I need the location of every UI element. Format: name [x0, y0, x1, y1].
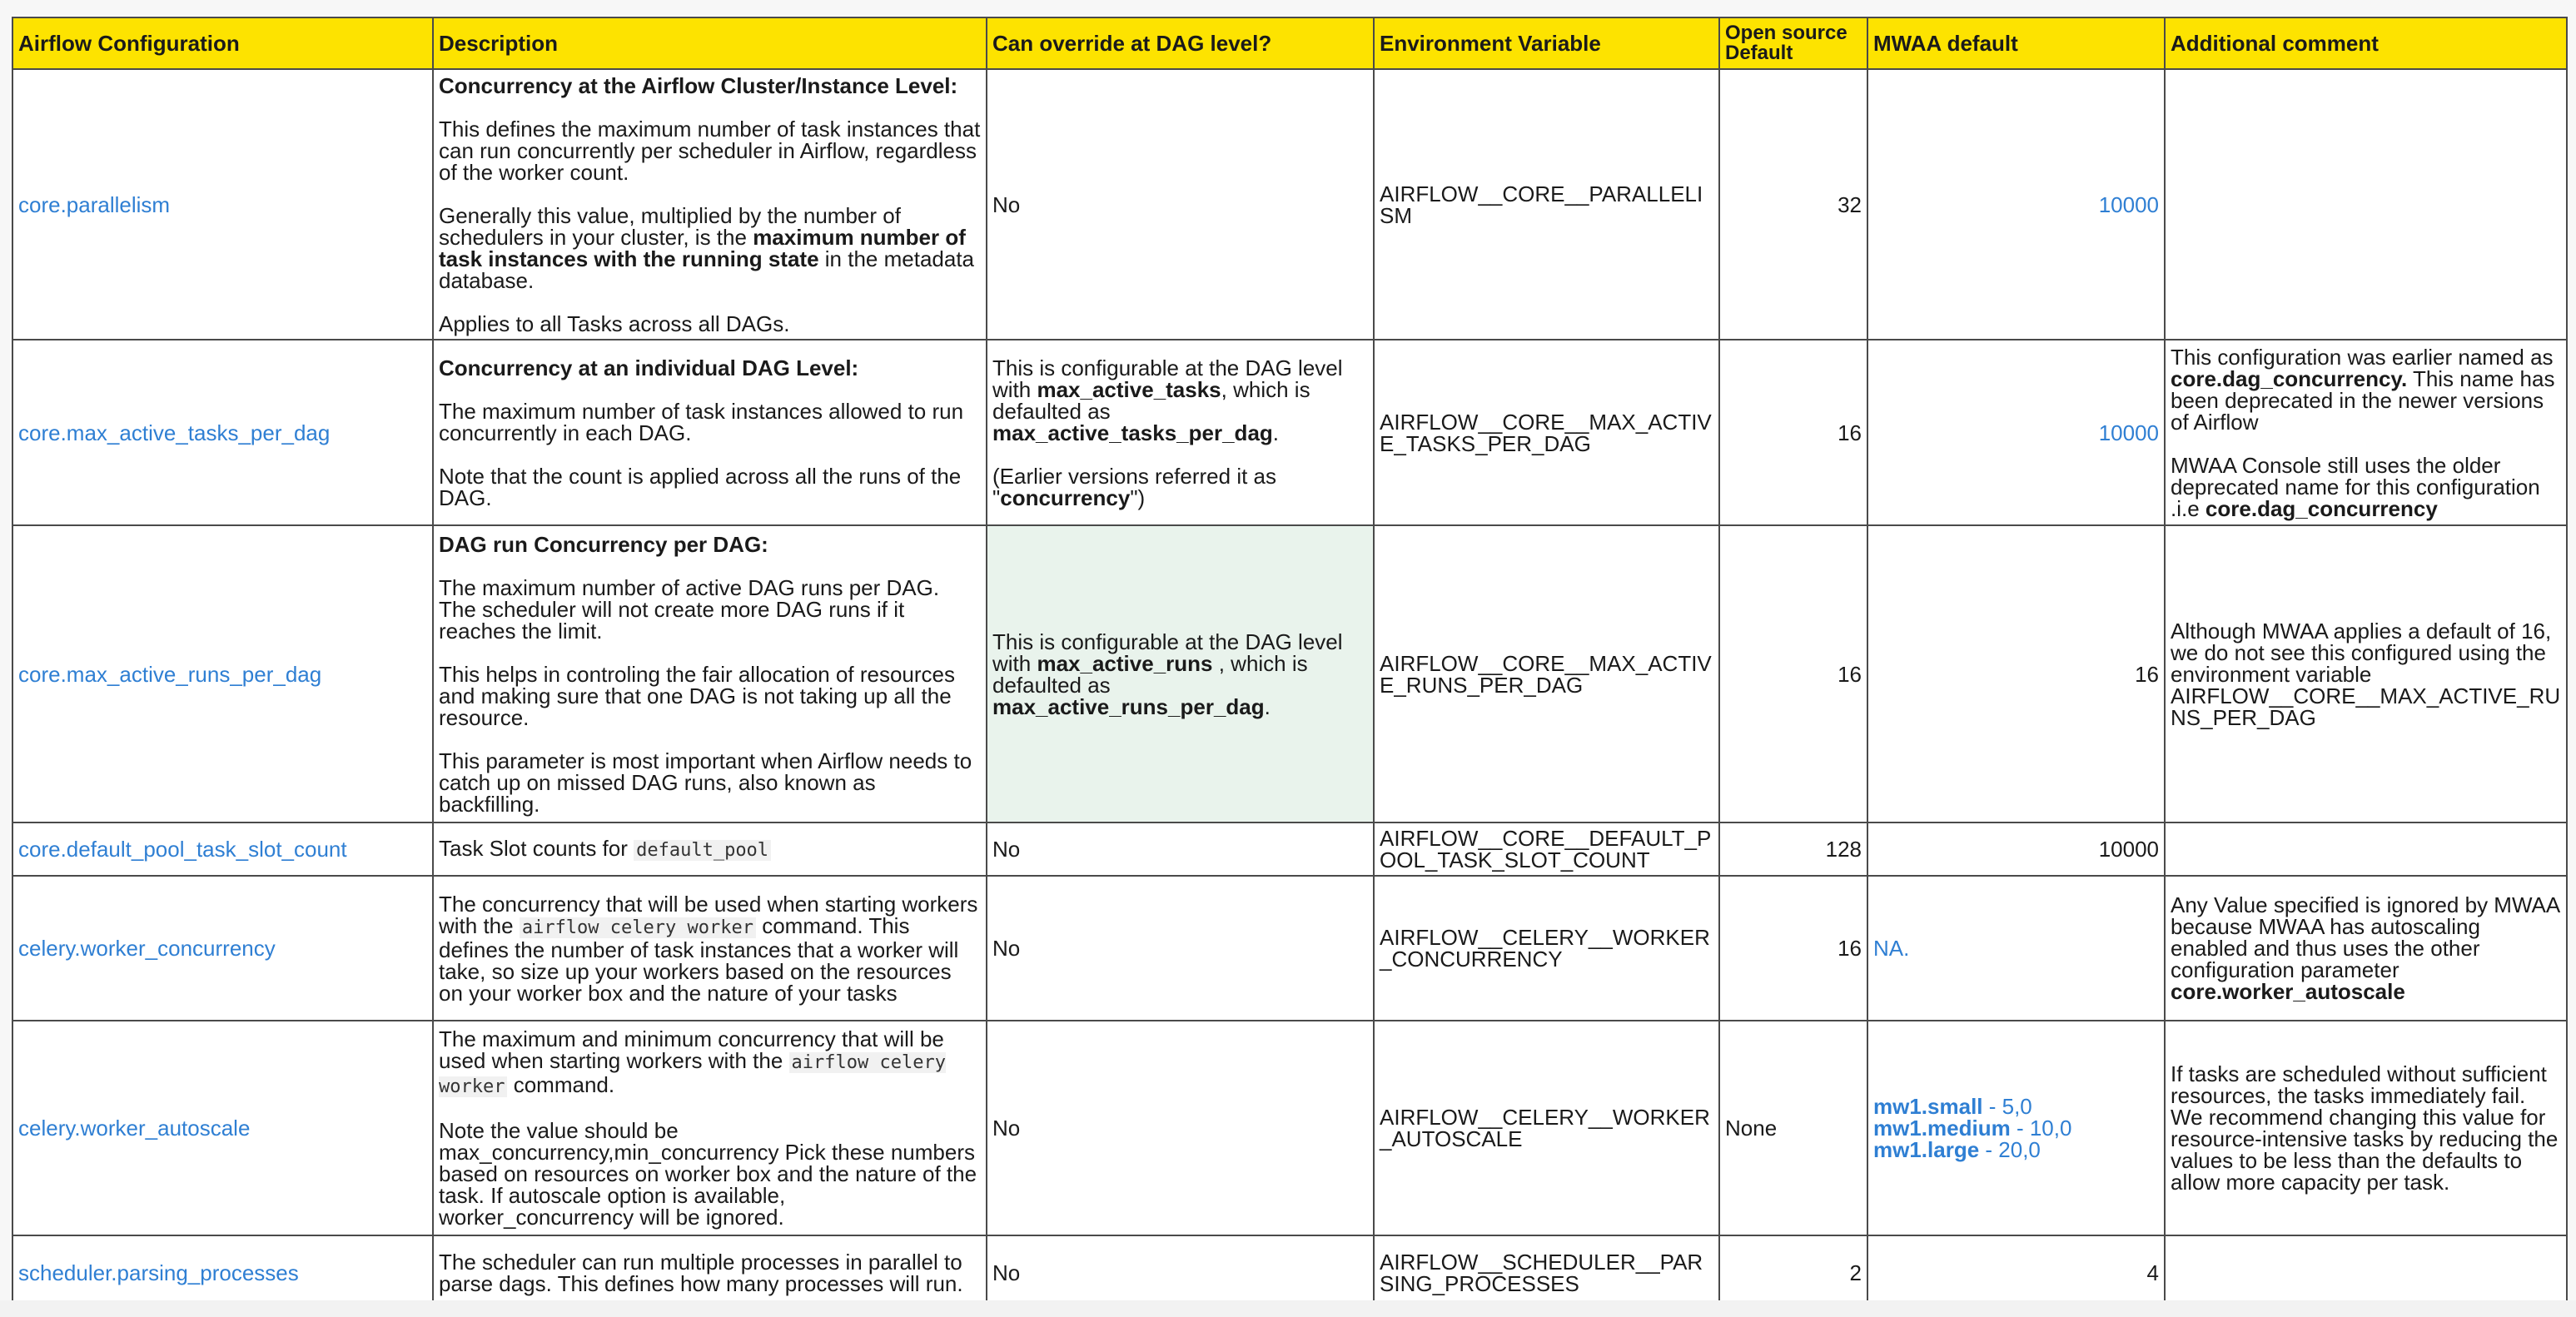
description-cell[interactable] — [433, 69, 987, 340]
description-bold: maximum number of task instances with the running state — [439, 224, 966, 271]
table-row — [12, 1021, 2567, 1235]
mwaa-size-value: - 5,0 — [1982, 1094, 2032, 1119]
description-text: Generally this value, multiplied by the number of schedulers in your cluster, is the — [439, 202, 901, 250]
envvar-cell[interactable]: AIRFLOW__CORE__DEFAULT_POOL_TASK_SLOT_COUNT — [1374, 823, 1719, 876]
description-paragraph — [439, 202, 981, 293]
description-paragraph: Applies to all Tasks across all DAGs. — [439, 311, 790, 336]
sheet-bottom-margin — [0, 1300, 2576, 1317]
header-row — [12, 17, 2567, 69]
override-cell[interactable]: No — [987, 1235, 1374, 1310]
description-cell[interactable] — [433, 876, 987, 1021]
envvar-cell[interactable]: AIRFLOW__CORE__PARALLELISM — [1374, 69, 1719, 340]
comment-bold: core.dag_concurrency — [2205, 495, 2438, 521]
override-cell-selected[interactable] — [987, 525, 1374, 823]
description-paragraph: This parameter is most important when Airflow needs to catch up on missed DAG runs, also known as backfilling. — [439, 748, 972, 817]
envvar-cell[interactable]: AIRFLOW__CELERY__WORKER_CONCURRENCY — [1374, 876, 1719, 1021]
override-bold: max_active_runs — [1037, 650, 1213, 676]
header-config: Airflow Configuration — [12, 17, 433, 69]
description-cell[interactable]: The scheduler can run multiple processes in parallel to parse dags. This defines how many processes will run. — [433, 1235, 987, 1310]
comment-bold: core.worker_autoscale — [2171, 979, 2405, 1004]
header-description: Description — [433, 17, 987, 69]
oss-default-cell[interactable]: 16 — [1719, 876, 1867, 1021]
mwaa-default-cell[interactable]: NA. — [1867, 876, 2165, 1021]
mwaa-size-name: mw1.medium — [1873, 1116, 2011, 1141]
override-cell[interactable]: No — [987, 69, 1374, 340]
override-text: This is configurable at the DAG level with — [992, 629, 1343, 676]
airflow-config-table — [12, 17, 2568, 1310]
table-row — [12, 525, 2567, 823]
description-cell[interactable] — [433, 525, 987, 823]
oss-default-cell[interactable]: 2 — [1719, 1235, 1867, 1310]
config-name-cell[interactable]: core.max_active_runs_per_dag — [12, 525, 433, 823]
description-text: The concurrency that will be used when starting workers with the — [439, 891, 978, 938]
override-text: . — [1264, 693, 1271, 719]
override-bold: concurrency — [1000, 485, 1131, 510]
header-mwaa-default: MWAA default — [1867, 17, 2165, 69]
comment-cell[interactable] — [2165, 876, 2567, 1021]
header-oss-default — [1719, 17, 1867, 69]
description-text: command. This defines the number of task instances that a worker will take, so size up your workers based on the resources on your worker box and the nature of your tasks — [439, 912, 959, 1006]
override-cell[interactable] — [987, 340, 1374, 525]
description-paragraph: The maximum number of active DAG runs per DAG. The scheduler will not create more DAG runs if it reaches the limit. — [439, 574, 940, 644]
comment-text: MWAA Console still uses the older deprecated name for this configuration .i.e — [2171, 452, 2540, 521]
description-title: DAG run Concurrency per DAG: — [439, 531, 768, 557]
comment-text: Any Value specified is ignored by MWAA because MWAA has autoscaling enabled and thus uses the other configuration parameter — [2171, 892, 2559, 982]
description-paragraph: The maximum number of task instances allowed to run concurrently in each DAG. — [439, 398, 964, 445]
override-bold: max_active_tasks_per_dag — [992, 420, 1273, 445]
table-row — [12, 69, 2567, 340]
table-row — [12, 876, 2567, 1021]
comment-cell[interactable] — [2165, 69, 2567, 340]
description-code: default_pool — [634, 840, 771, 861]
table-row — [12, 1235, 2567, 1310]
description-text: Task Slot counts for — [439, 835, 634, 861]
config-name-cell[interactable]: celery.worker_concurrency — [12, 876, 433, 1021]
description-text: command. — [507, 1072, 615, 1097]
config-name-cell[interactable]: core.max_active_tasks_per_dag — [12, 340, 433, 525]
override-cell[interactable]: No — [987, 876, 1374, 1021]
override-cell[interactable]: No — [987, 1021, 1374, 1235]
config-name-cell[interactable]: core.parallelism — [12, 69, 433, 340]
comment-cell[interactable] — [2165, 340, 2567, 525]
description-paragraph: Note the value should be max_concurrency,min_concurrency Pick these numbers based on resources on worker box and the nature of the task. If autoscale option is available, worker_concurrency will be ignored. — [439, 1118, 977, 1230]
config-name-cell[interactable]: core.default_pool_task_slot_count — [12, 823, 433, 876]
description-title: Concurrency at the Airflow Cluster/Instance Level: — [439, 72, 958, 98]
mwaa-default-cell[interactable] — [1867, 1021, 2165, 1235]
header-comment: Additional comment — [2165, 17, 2567, 69]
override-text: , which is defaulted as — [992, 376, 1310, 424]
oss-default-cell[interactable]: 128 — [1719, 823, 1867, 876]
table-row — [12, 823, 2567, 876]
mwaa-size-value: - 20,0 — [1979, 1137, 2041, 1162]
table-row — [12, 340, 2567, 525]
comment-cell[interactable] — [2165, 823, 2567, 876]
description-text: The maximum and minimum concurrency that will be used when starting workers with the — [439, 1026, 944, 1073]
comment-text: This configuration was earlier named as — [2171, 344, 2554, 370]
override-text: ") — [1130, 485, 1146, 510]
override-cell[interactable]: No — [987, 823, 1374, 876]
description-paragraph: This defines the maximum number of task instances that can run concurrently per scheduler in Airflow, regardless of the worker count. — [439, 116, 981, 185]
comment-text: This name has been deprecated in the newer versions of Airflow — [2171, 365, 2555, 435]
mwaa-size-line — [1873, 1139, 2159, 1160]
mwaa-size-value: - 10,0 — [2010, 1116, 2072, 1141]
header-envvar: Environment Variable — [1374, 17, 1719, 69]
config-name-cell[interactable]: celery.worker_autoscale — [12, 1021, 433, 1235]
oss-default-cell[interactable]: None — [1719, 1021, 1867, 1235]
comment-bold: core.dag_concurrency. — [2171, 365, 2408, 391]
envvar-cell[interactable]: AIRFLOW__CORE__MAX_ACTIVE_RUNS_PER_DAG — [1374, 525, 1719, 823]
description-cell[interactable] — [433, 1021, 987, 1235]
override-bold: max_active_tasks — [1037, 376, 1221, 402]
comment-cell[interactable]: Although MWAA applies a default of 16, we do not see this configured using the environment variable AIRFLOW__CORE__MAX_ACTIVE_RUNS_PER_DAG — [2165, 525, 2567, 823]
oss-default-cell[interactable]: 32 — [1719, 69, 1867, 340]
mwaa-default-cell[interactable]: 16 — [1867, 525, 2165, 823]
oss-default-cell[interactable]: 16 — [1719, 340, 1867, 525]
mwaa-size-name: mw1.large — [1873, 1137, 1980, 1162]
envvar-cell[interactable]: AIRFLOW__CORE__MAX_ACTIVE_TASKS_PER_DAG — [1374, 340, 1719, 525]
override-text: (Earlier versions referred it as " — [992, 463, 1276, 510]
description-text: in the metadata database. — [439, 246, 975, 293]
header-override: Can override at DAG level? — [987, 17, 1374, 69]
config-name-cell[interactable]: scheduler.parsing_processes — [12, 1235, 433, 1310]
mwaa-default-cell[interactable]: 10000 — [1867, 823, 2165, 876]
description-code: airflow celery worker — [520, 917, 756, 938]
description-code: airflow celery worker — [439, 1052, 946, 1097]
mwaa-size-line — [1873, 1096, 2159, 1117]
mwaa-default-cell[interactable]: 10000 — [1867, 69, 2165, 340]
override-text: . — [1272, 420, 1280, 445]
mwaa-size-name: mw1.small — [1873, 1094, 1983, 1119]
header-oss-default-line2: Default — [1725, 42, 1793, 64]
override-text: This is configurable at the DAG level with — [992, 355, 1343, 402]
mwaa-default-cell[interactable]: 10000 — [1867, 340, 2165, 525]
override-text: , which is defaulted as — [992, 650, 1308, 698]
comment-cell[interactable] — [2165, 1235, 2567, 1310]
header-oss-default-line1: Open source — [1725, 22, 1847, 44]
envvar-cell[interactable]: AIRFLOW__SCHEDULER__PARSING_PROCESSES — [1374, 1235, 1719, 1310]
description-cell[interactable] — [433, 340, 987, 525]
override-bold: max_active_runs_per_dag — [992, 693, 1265, 719]
description-cell[interactable] — [433, 823, 987, 876]
mwaa-size-line — [1873, 1117, 2159, 1139]
description-paragraph: This helps in controling the fair allocation of resources and making sure that one DAG is not taking up all the resource. — [439, 661, 955, 730]
mwaa-default-cell[interactable]: 4 — [1867, 1235, 2165, 1310]
envvar-cell[interactable]: AIRFLOW__CELERY__WORKER_AUTOSCALE — [1374, 1021, 1719, 1235]
description-title: Concurrency at an individual DAG Level: — [439, 355, 859, 380]
description-paragraph: Note that the count is applied across all the runs of the DAG. — [439, 463, 962, 510]
oss-default-cell[interactable]: 16 — [1719, 525, 1867, 823]
comment-cell[interactable]: If tasks are scheduled without sufficient resources, the tasks immediately fail. We recommend changing this value for resource-intensive tasks by reducing the values to be less than the defaults to allow more capacity per task. — [2165, 1021, 2567, 1235]
